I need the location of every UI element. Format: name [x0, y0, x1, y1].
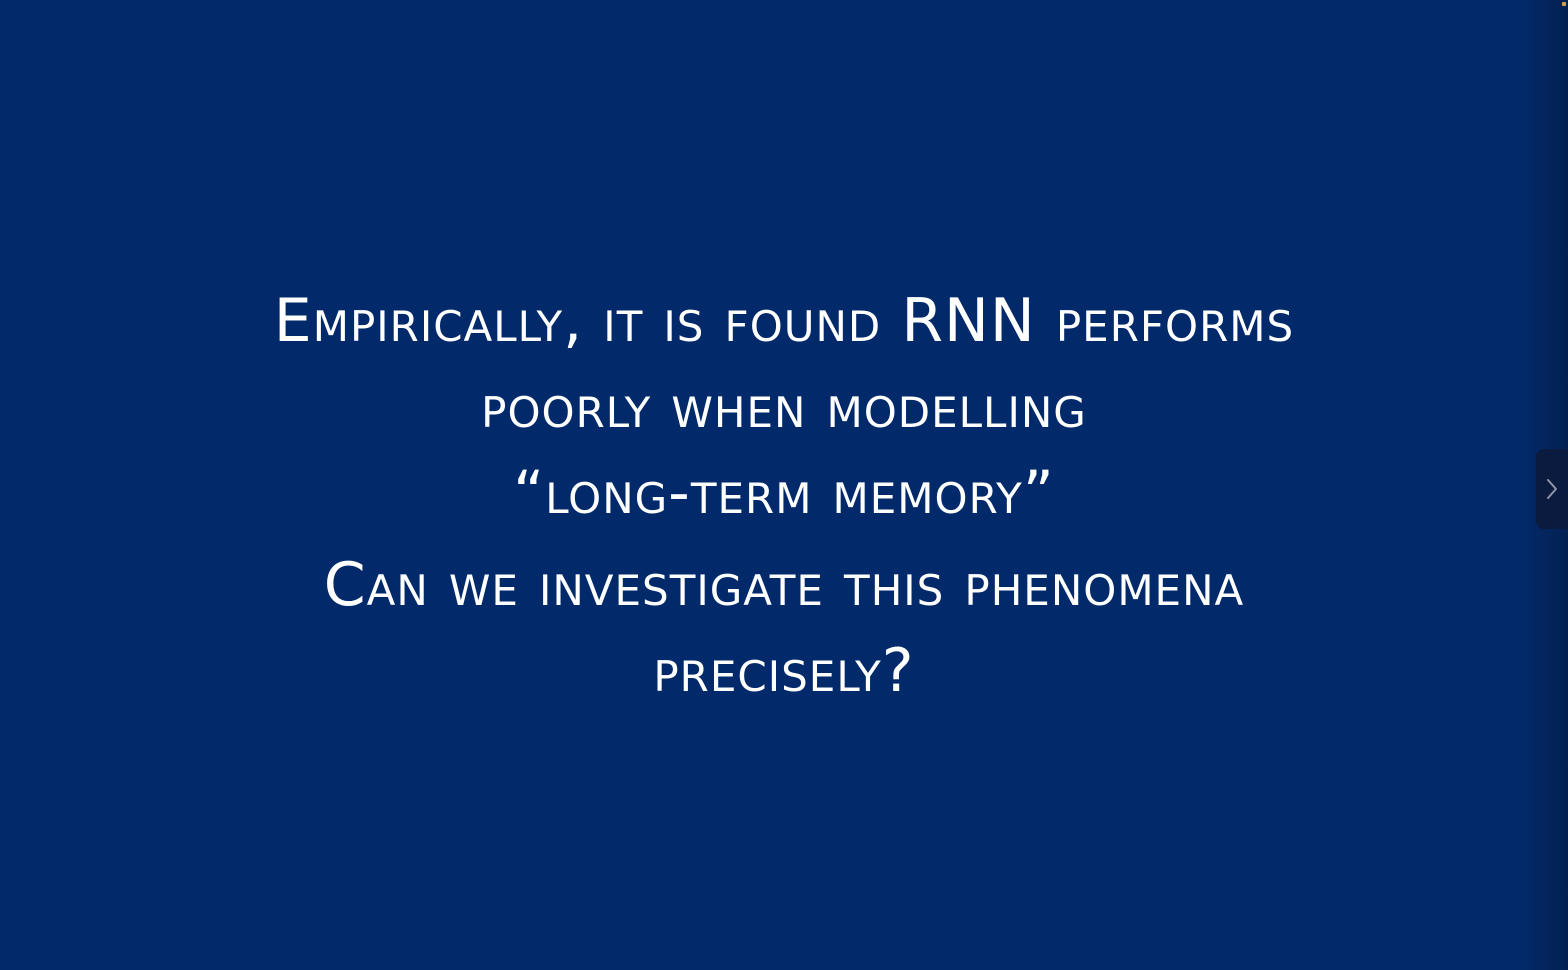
slide-paragraph-2: [0, 542, 1568, 714]
slide-text-line: precisely?: [653, 636, 915, 706]
slide-text-line: Empirically, it is found RNN performs: [273, 286, 1295, 356]
slide-text-line: “long-term memory”: [513, 458, 1055, 528]
slide-text-line: poorly when modelling: [481, 372, 1087, 442]
next-slide-button[interactable]: [1536, 449, 1568, 529]
slide-paragraph-1: [0, 278, 1568, 536]
slide-body: [0, 278, 1568, 714]
chevron-right-icon: [1545, 477, 1559, 501]
slide-text-line: Can we investigate this phenomena: [323, 550, 1245, 620]
corner-indicator: [1562, 2, 1566, 6]
